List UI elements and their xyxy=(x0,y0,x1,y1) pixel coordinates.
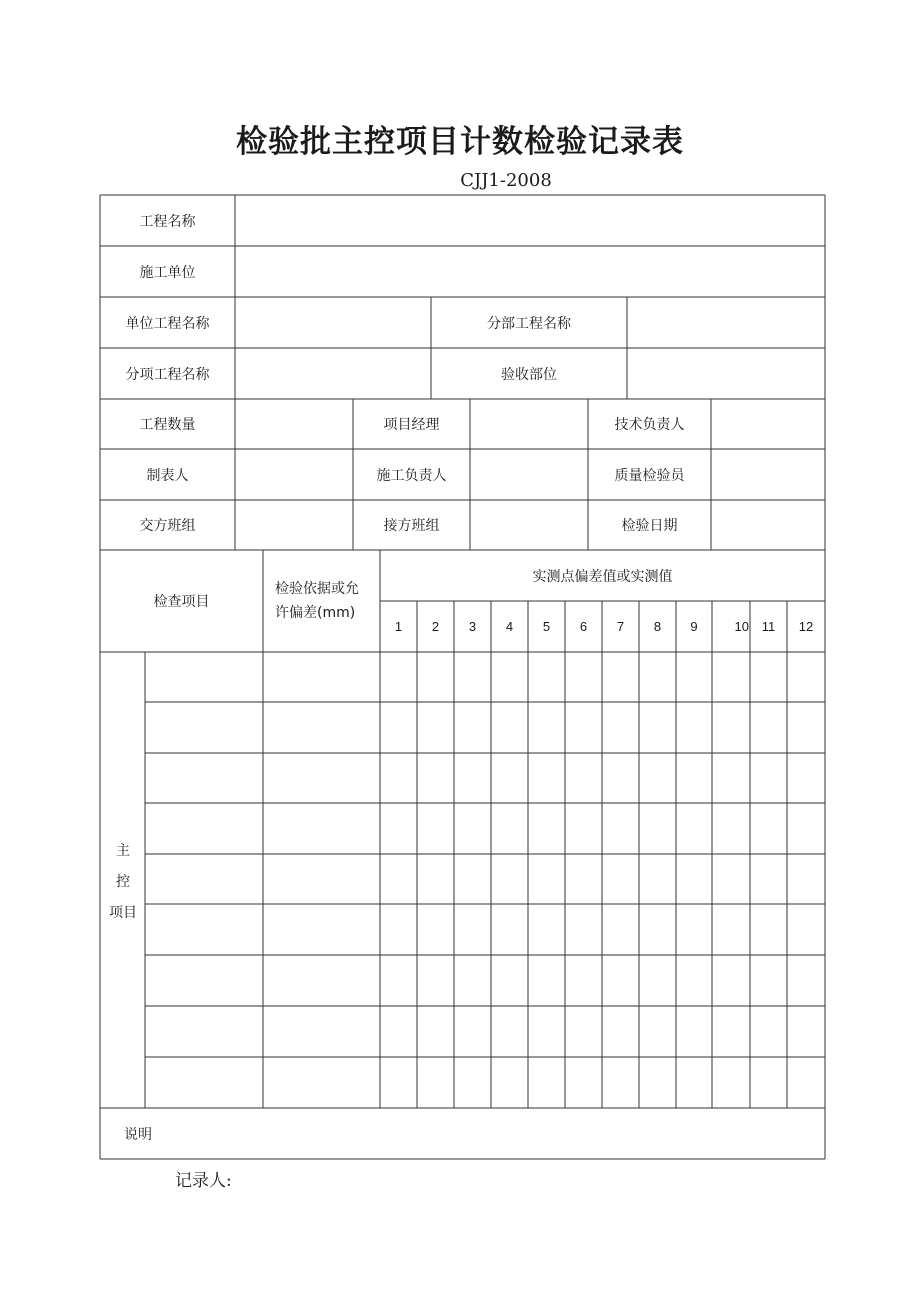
label-project-manager: 项目经理 xyxy=(383,417,440,433)
label-recorder: 记录人: xyxy=(175,1171,232,1191)
label-quantity: 工程数量 xyxy=(139,417,196,433)
point-number: 2 xyxy=(431,619,440,634)
point-number: 6 xyxy=(579,619,588,634)
label-subitem-project-name: 分项工程名称 xyxy=(125,366,210,383)
point-number: 12 xyxy=(798,619,814,634)
label-note: 说明 xyxy=(124,1126,152,1143)
point-number: 7 xyxy=(616,619,625,634)
label-construction-unit: 施工单位 xyxy=(139,264,196,281)
label-tabulator: 制表人 xyxy=(146,467,189,484)
label-inspection-basis-line1: 检验依据或允 xyxy=(275,581,359,597)
point-number: 8 xyxy=(653,619,662,634)
point-number: 4 xyxy=(505,619,514,634)
label-division-project-name: 分部工程名称 xyxy=(487,315,571,332)
label-main-control-line3: 项目 xyxy=(109,905,137,921)
label-quality-inspector: 质量检验员 xyxy=(614,467,685,484)
label-check-item: 检查项目 xyxy=(153,594,210,610)
label-construction-lead: 施工负责人 xyxy=(376,467,447,484)
label-unit-project-name: 单位工程名称 xyxy=(125,315,210,332)
label-handover-team: 交方班组 xyxy=(139,518,196,534)
point-number: 5 xyxy=(542,619,551,634)
point-number: 11 xyxy=(761,619,776,634)
label-technical-lead: 技术负责人 xyxy=(614,417,685,433)
point-number: 9 xyxy=(690,619,698,634)
label-main-control-line1: 主 xyxy=(116,843,130,859)
label-receiving-team: 接方班组 xyxy=(383,518,440,534)
label-inspection-basis xyxy=(263,550,380,652)
label-acceptance-part: 验收部位 xyxy=(501,366,557,383)
page-title: 检验批主控项目计数检验记录表 xyxy=(236,124,684,160)
point-number: 3 xyxy=(468,619,477,634)
point-number: 10 xyxy=(734,619,749,634)
label-project-name: 工程名称 xyxy=(139,213,196,230)
label-main-control-items xyxy=(101,836,145,929)
point-number: 1 xyxy=(394,619,403,634)
label-inspection-date: 检验日期 xyxy=(621,518,678,534)
label-main-control-line2: 控 xyxy=(116,874,130,890)
label-measured-values: 实测点偏差值或实测值 xyxy=(532,568,673,585)
label-inspection-basis-line2: 许偏差(mm) xyxy=(275,605,356,621)
standard-code: CJJ1-2008 xyxy=(460,170,552,191)
